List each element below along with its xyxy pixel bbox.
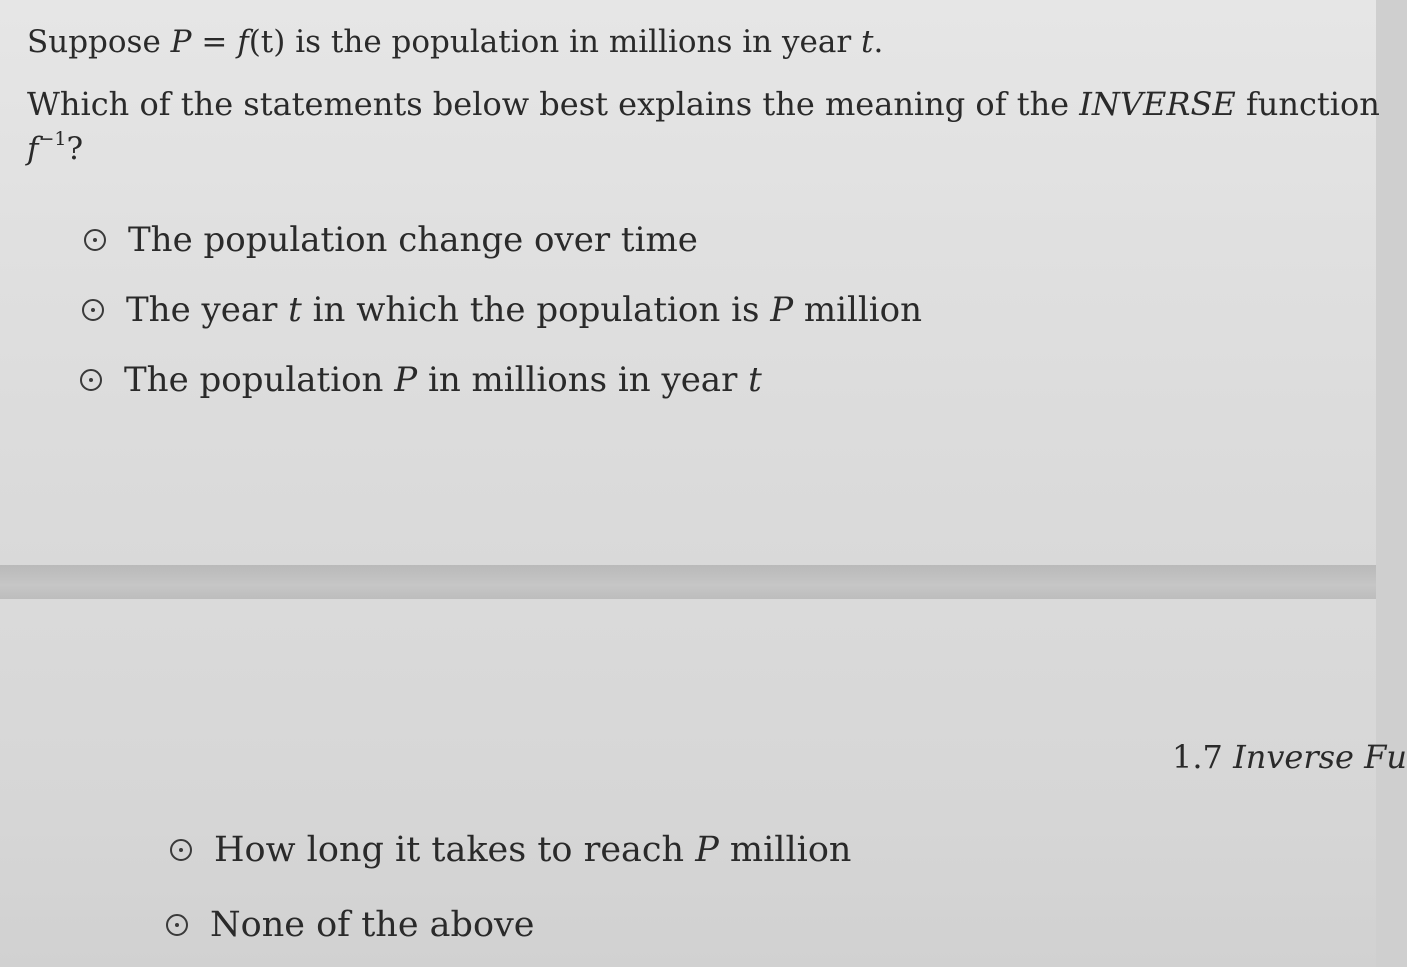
option-population-change[interactable]	[84, 220, 698, 260]
option-label: The population change over time	[128, 220, 698, 260]
option-label: The population P in millions in year t	[124, 360, 762, 400]
option-none[interactable]	[166, 905, 535, 945]
radio-button-icon[interactable]	[80, 369, 102, 391]
option-population-p[interactable]	[80, 360, 762, 400]
option-label: How long it takes to reach P million	[214, 830, 852, 870]
page-divider	[0, 565, 1376, 599]
radio-button-icon[interactable]	[170, 839, 192, 861]
section-heading: 1.7 Inverse Fu	[1172, 738, 1407, 776]
option-label: The year t in which the population is P million	[126, 290, 923, 330]
radio-button-icon[interactable]	[82, 299, 104, 321]
option-year-t[interactable]	[82, 290, 922, 330]
radio-button-icon[interactable]	[166, 914, 188, 936]
question-line-1: Suppose P = f(t) is the population in millions in year t.	[27, 24, 884, 60]
radio-button-icon[interactable]	[84, 229, 106, 251]
question-line-2: Which of the statements below best explains the meaning of the INVERSE function	[27, 85, 1380, 123]
option-how-long[interactable]	[170, 830, 851, 870]
question-line-3: $f^{-1}$?	[27, 128, 84, 167]
option-label: None of the above	[210, 905, 535, 945]
